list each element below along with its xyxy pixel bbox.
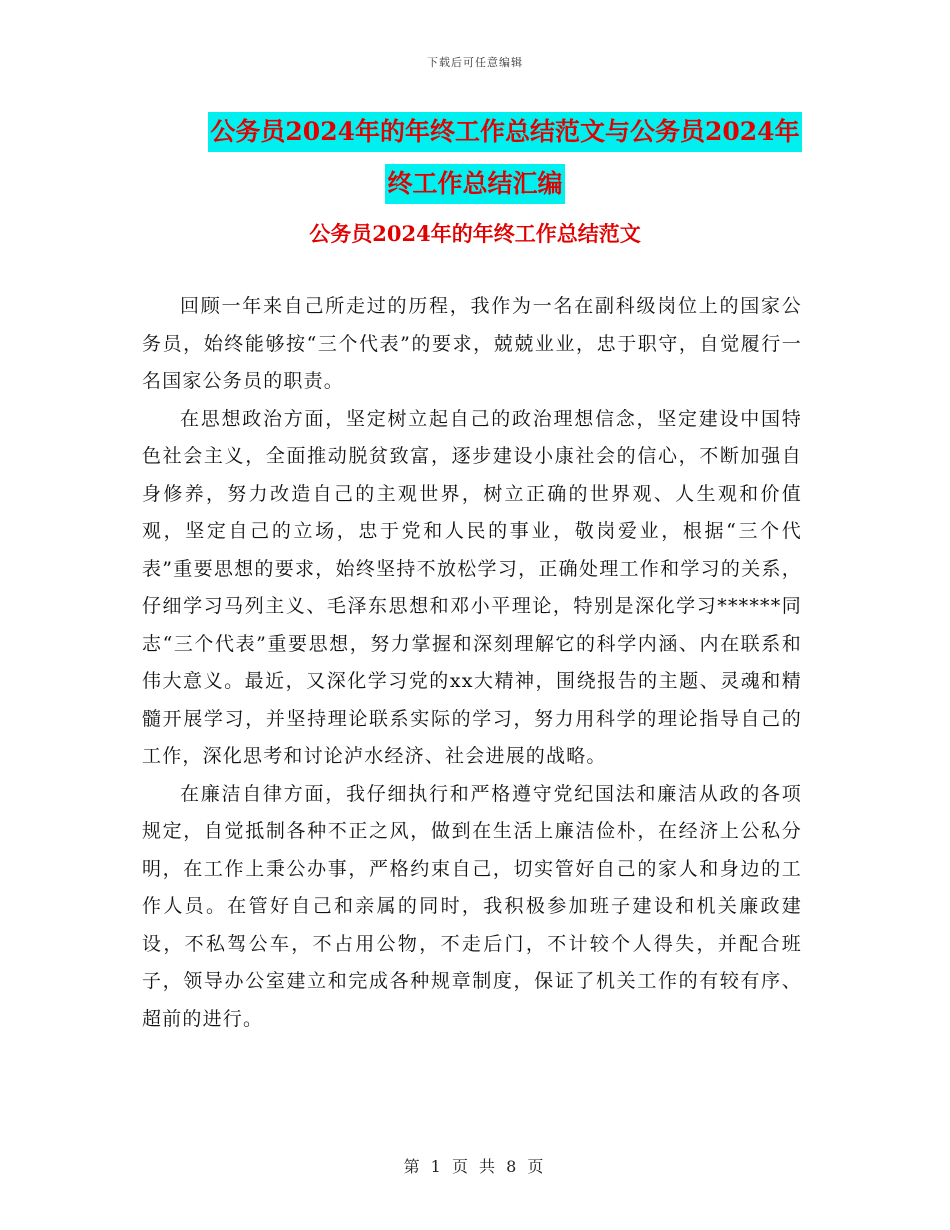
body-paragraph: 回顾一年来自己所走过的历程，我作为一名在副科级岗位上的国家公务员，始终能够按“三个代表”的要求，兢兢业业，忠于职守，自觉履行一名国家公务员的职责。 [142, 295, 802, 392]
document-title-line-1: 公务员2024年的年终工作总结范文与公务员2024年 [208, 112, 801, 152]
document-title [0, 106, 950, 210]
body-paragraph: 在思想政治方面，坚定树立起自己的政治理想信念，坚定建设中国特色社会主义，全面推动脱贫致富，逐步建设小康社会的信心，不断加强自身修养，努力改造自己的主观世界，树立正确的世界观、人生观和价值观，坚定自己的立场，忠于党和人民的事业，敬岗爱业，根据“三个代表”重要思想的要求，始终坚持不放松学习，正确处理工作和学习的关系，仔细学习马列主义、毛泽东思想和邓小平理论，特别是深化学习******同志“三个代表”重要思想，努力掌握和深刻理解它的科学内涵、内在联系和伟大意义。最近，又深化学习党的xx大精神，围绕报告的主题、灵魂和精髓开展学习，并坚持理论联系实际的学习，努力用科学的理论指导自己的工作，深化思考和讨论泸水经济、社会进展的战略。 [142, 407, 802, 767]
section-title: 公务员2024年的年终工作总结范文 [309, 221, 641, 246]
document-title-line-2: 终工作总结汇编 [385, 164, 564, 204]
body-paragraph: 在廉洁自律方面，我仔细执行和严格遵守党纪国法和廉洁从政的各项规定，自觉抵制各种不正之风，做到在生活上廉洁俭朴，在经济上公私分明，在工作上秉公办事，严格约束自己，切实管好自己的家人和身边的工作人员。在管好自己和亲属的同时，我积极参加班子建设和机关廉政建设，不私驾公车，不占用公物，不走后门，不计较个人得失，并配合班子，领导办公室建立和完成各种规章制度，保证了机关工作的有较有序、超前的进行。 [142, 782, 802, 1030]
document-body [142, 288, 802, 1038]
page-number-footer: 第 1 页 共 8 页 [403, 1157, 547, 1176]
page-header-note: 下载后可任意编辑 [427, 56, 523, 69]
